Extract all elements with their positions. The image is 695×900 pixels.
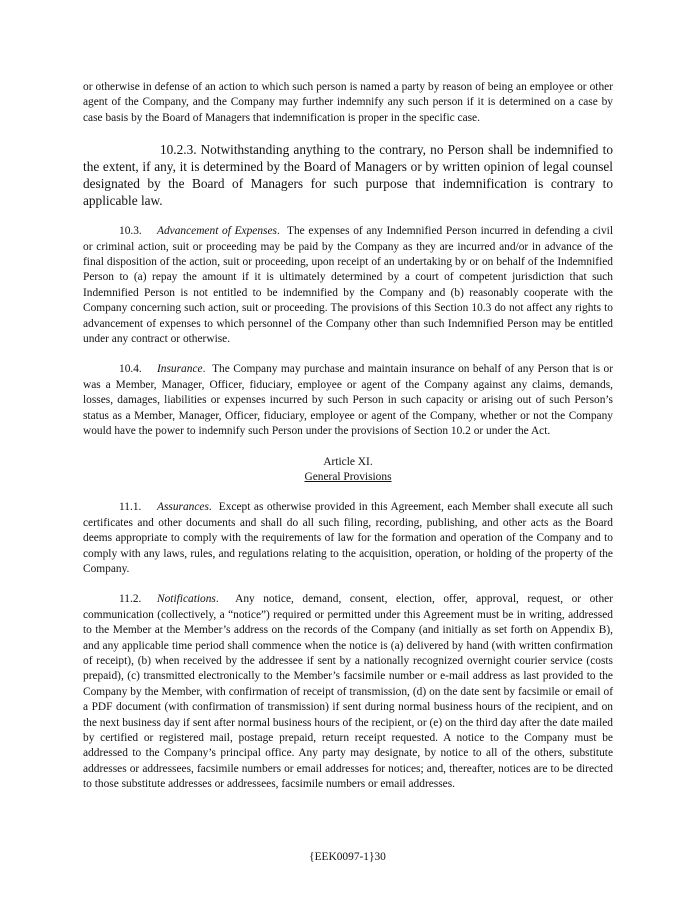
section-10-4: 10.4. Insurance. The Company may purchase and maintain insurance on behalf of any Person that is or was a Member, Manager, Officer, fiduciary, employee or agent of the Company against any claims, demands, losses, damages, liabilities or expenses incurred by such Person in such capacity or arising out of such Person’s status as a Member, Manager, Officer, fiduciary, employee or agent of the Company, whether or not the Company would have the power to indemnify such Person under the provisions of Section 10.2 or under the Act.: [83, 363, 613, 438]
article-heading: [83, 455, 613, 486]
section-text: Except as otherwise provided in this Agreement, each Member shall execute all such certificates and other documents and shall do all such filing, recording, publishing, and other acts as the Board deems appropriate to comply with the requirements of law for the formation and operation of the Company and to comply with any laws, rules, and regulations relating to the acquisition, operation, or holding of the property of the Company.: [83, 501, 614, 575]
section-number: 11.1.: [119, 501, 142, 514]
section-10-2-3: [83, 141, 613, 209]
section-text: The expenses of any Indemnified Person incurred in defending a civil or criminal action, suit or proceeding may be paid by the Company as they are incurred and/or in advance of the final disposition of the action, suit or proceeding, upon receipt of an undertaking by or on behalf of the Indemnified Person to (a) repay the amount if it is ultimately determined by a court of competent jurisdiction that such Indemnified Person is not entitled to be indemnified by the Company and (b) reasonably cooperate with the Company concerning such action, suit or proceeding. The provisions of this Section 10.3 do not affect any rights to advancement of expenses to which personnel of the Company other than such Indemnified Person may be entitled under any contract or otherwise.: [83, 225, 614, 346]
page-footer: {EEK0097-1}30: [309, 851, 386, 863]
continued-paragraph-text: or otherwise in defense of an action to which such person is named a party by reason of being an employee or other agent of the Company, and the Company may further indemnify any such person if it is determined on a case by case basis by the Board of Managers that indemnification is proper in the specific case.: [83, 81, 613, 124]
section-number: 10.2.3.: [160, 142, 197, 158]
section-heading: Notifications: [157, 593, 216, 606]
section-11-1: 11.1. Assurances. Except as otherwise provided in this Agreement, each Member shall execute all such certificates and other documents and shall do all such filing, recording, publishing, and other acts as the Board deems appropriate to comply with the requirements of law for the formation and operation of the Company and to comply with any laws, rules, and regulations relating to the acquisition, operation, or holding of the property of the Company.: [83, 501, 614, 575]
section-heading: Advancement of Expenses: [157, 225, 277, 238]
section-10-3: 10.3. Advancement of Expenses. The expenses of any Indemnified Person incurred in defending a civil or criminal action, suit or proceeding may be paid by the Company as they are incurred and/or in advance of the final disposition of the action, suit or proceeding, upon receipt of an undertaking by or on behalf of the Indemnified Person to (a) repay the amount if it is ultimately determined by a court of competent jurisdiction that such Indemnified Person is not entitled to be indemnified by the Company and (b) reasonably cooperate with the Company concerning such action, suit or proceeding. The provisions of this Section 10.3 do not affect any rights to advancement of expenses to which personnel of the Company other than such Indemnified Person may be entitled under any contract or otherwise.: [83, 225, 614, 346]
section-text: The Company may purchase and maintain insurance on behalf of any Person that is or was a Member, Manager, Officer, fiduciary, employee or agent of the Company against any claims, demands, losses, damages, liabilities or expenses incurred by such Person in such capacity or arising out of such Person’s status as a Member, Manager, Officer, fiduciary, employee or agent of the Company, whether or not the Company would have the power to indemnify such Person under the provisions of Section 10.2 or under the Act.: [83, 363, 613, 438]
section-number: 11.2.: [119, 593, 142, 606]
document-body: [83, 80, 613, 808]
section-heading: Insurance: [157, 363, 203, 376]
continued-paragraph: [83, 80, 613, 126]
section-text: Notwithstanding anything to the contrary, no Person shall be indemnified to the extent, if any, it is determined by the Board of Managers or by written opinion of legal counsel designated by the Board of Managers for such purpose that indemnification is contrary to applicable law.: [83, 142, 613, 209]
section-text: Any notice, demand, consent, election, offer, approval, request, or other communication (collectively, a “notice”) required or permitted under this Agreement must be in writing, addressed to the Member at the Member’s address on the records of the Company (and initially as set forth on Appendix B), and any applicable time period shall commence when the notice is (a) delivered by hand (with written confirmation of receipt), (b) when received by the addressee if sent by a nationally recognized overnight courier service (costs prepaid), (c) transmitted electronically to the Member’s facsimile number or e-mail address as last provided to the Company by the Member, with confirmation of receipt of transmission, (d) on the date sent by facsimile or email of a PDF document (with confirmation of transmission) if sent during normal business hours of the recipient, and on the next business day if sent after normal business hours of the recipient, or (e) on the third day after the date mailed by certified or registered mail, postage prepaid, return receipt requested. A notice to the Company must be addressed to the Company’s principal office. Any party may designate, by notice to all of the others, substitute addresses or addressees, facsimile numbers or email addresses for notices; and, thereafter, notices are to be directed to those substitute addresses or addressees, facsimile numbers or email addresses.: [83, 593, 613, 791]
section-11-2: 11.2. Notifications. Any notice, demand, consent, election, offer, approval, request, or other communication (collectively, a “notice”) required or permitted under this Agreement must be in writing, addressed to the Member at the Member’s address on the records of the Company (and initially as set forth on Appendix B), and any applicable time period shall commence when the notice is (a) delivered by hand (with written confirmation of receipt), (b) when received by the addressee if sent by a nationally recognized overnight courier service (costs prepaid), (c) transmitted electronically to the Member’s facsimile number or e-mail address as last provided to the Company by the Member, with confirmation of receipt of transmission, (d) on the date sent by facsimile or email of a PDF document (with confirmation of transmission) if sent during normal business hours of the recipient, and on the next business day if sent after normal business hours of the recipient, or (e) on the third day after the date mailed by certified or registered mail, postage prepaid, return receipt requested. A notice to the Company must be addressed to the Company’s principal office. Any party may designate, by notice to all of the others, substitute addresses or addressees, facsimile numbers or email addresses for notices; and, thereafter, notices are to be directed to those substitute addresses or addressees, facsimile numbers or email addresses.: [83, 593, 613, 791]
article-title: Article XI.: [323, 455, 373, 468]
article-subtitle: General Provisions: [304, 470, 392, 483]
section-heading: Assurances: [157, 501, 209, 514]
section-number: 10.3.: [119, 225, 142, 238]
section-number: 10.4.: [119, 363, 142, 376]
